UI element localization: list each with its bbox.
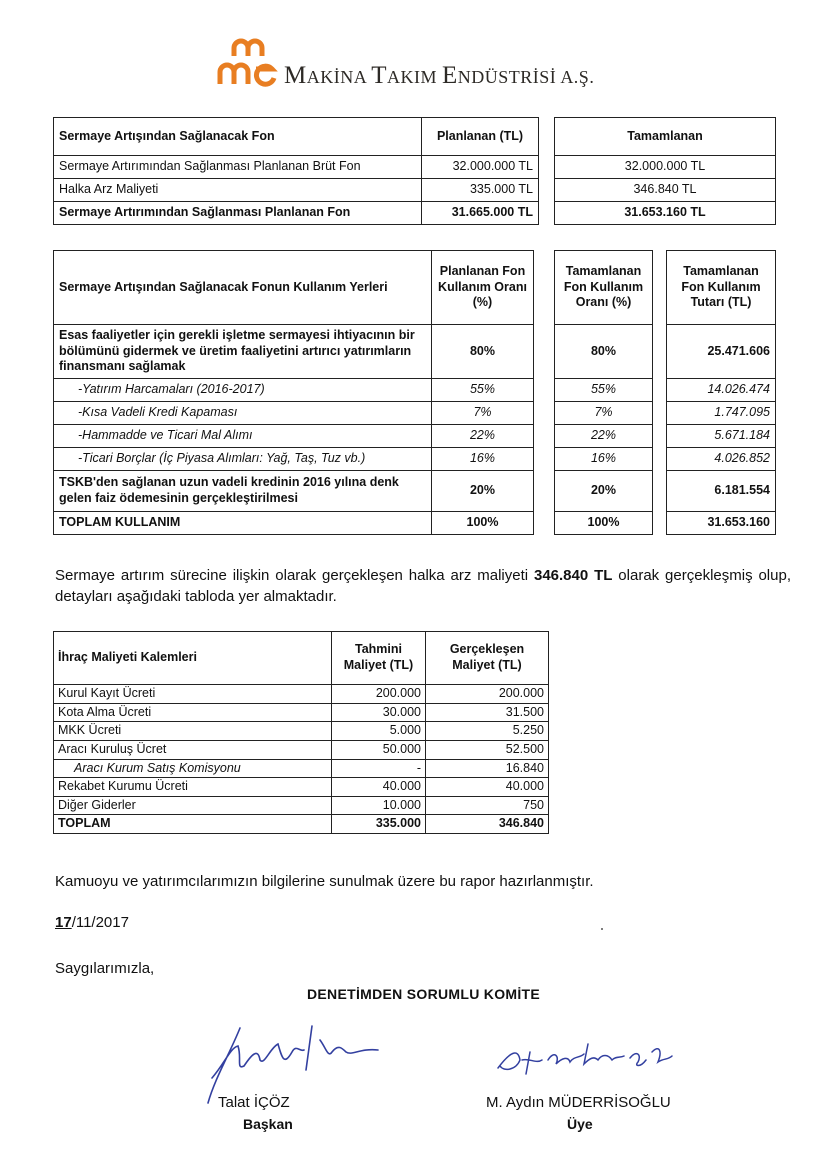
table-cell: 7%: [432, 402, 534, 425]
table-header-cell: İhraç Maliyeti Kalemleri: [54, 632, 332, 685]
table-cell: 6.181.554: [667, 471, 776, 512]
table-cell: 4.026.852: [667, 448, 776, 471]
usage-table: [53, 250, 534, 535]
fund-table-completed: [554, 117, 776, 225]
table-cell: Esas faaliyetler için gerekli işletme sermayesi ihtiyacının bir bölümünü gidermek ve üretim faaliyetini artırıcı yatırımların finansmanı sağlamak: [54, 325, 432, 379]
table-cell: Kurul Kayıt Ücreti: [54, 685, 332, 704]
table-cell: 40.000: [426, 778, 549, 797]
table-cell: 55%: [555, 379, 653, 402]
signer-1-role: Başkan: [243, 1116, 293, 1132]
signature-2: [490, 1030, 690, 1090]
table-cell: 5.250: [426, 722, 549, 741]
table-cell: 346.840 TL: [555, 179, 776, 202]
table-cell: TSKB'den sağlanan uzun vadeli kredinin 2016 yılına denk gelen faiz ödemesinin gerçekleştirilmesi: [54, 471, 432, 512]
page-mark: [601, 928, 603, 930]
table-cell: Kota Alma Ücreti: [54, 703, 332, 722]
table-cell: 335.000 TL: [422, 179, 539, 202]
table-cell: 40.000: [332, 778, 426, 797]
table-cell: 16%: [432, 448, 534, 471]
cost-amount: 346.840 TL: [533, 567, 613, 584]
table-cell: Sermaye Artırımından Sağlanması Planlanan Fon: [54, 202, 422, 225]
table-cell: -Hammadde ve Ticari Mal Alımı: [54, 425, 432, 448]
table-cell: 20%: [432, 471, 534, 512]
table-cell: 31.665.000 TL: [422, 202, 539, 225]
table-cell: Rekabet Kurumu Ücreti: [54, 778, 332, 797]
usage-table-completed-ratio: [554, 250, 653, 535]
table-row: [54, 156, 539, 179]
committee-title: DENETİMDEN SORUMLU KOMİTE: [307, 986, 541, 1002]
table-cell: TOPLAM: [54, 815, 332, 834]
table-cell: MKK Ücreti: [54, 722, 332, 741]
cost-table: [53, 631, 549, 834]
table-cell: 31.653.160: [667, 512, 776, 535]
table-cell: 750: [426, 796, 549, 815]
table-cell: -: [332, 759, 426, 778]
table-cell: 50.000: [332, 740, 426, 759]
table-row: [54, 179, 539, 202]
regards-text: Saygılarımızla,: [55, 960, 155, 977]
table-cell: 10.000: [332, 796, 426, 815]
table-cell: 30.000: [332, 703, 426, 722]
table-header-cell: Sermaye Artışından Sağlanacak Fon: [54, 118, 422, 156]
table-cell: 14.026.474: [667, 379, 776, 402]
cost-paragraph: Sermaye artırım sürecine ilişkin olarak gerçekleşen halka arz maliyeti 346.840 TL olarak gerçekleşmiş olup, detayları aşağıdaki tabloda yer almaktadır.: [55, 567, 791, 605]
table-header-cell: Gerçekleşen Maliyet (TL): [426, 632, 549, 685]
table-cell: -Yatırım Harcamaları (2016-2017): [54, 379, 432, 402]
table-cell: Aracı Kurum Satış Komisyonu: [54, 759, 332, 778]
table-cell: Aracı Kuruluş Ücret: [54, 740, 332, 759]
table-cell: 25.471.606: [667, 325, 776, 379]
table-cell: 55%: [432, 379, 534, 402]
table-cell: 100%: [555, 512, 653, 535]
closing-sentence: Kamuoyu ve yatırımcılarımızın bilgilerine sunulmak üzere bu rapor hazırlanmıştır.: [55, 873, 594, 890]
table-cell: 1.747.095: [667, 402, 776, 425]
table-header-cell: Tamamlanan Fon Kullanım Tutarı (TL): [667, 251, 776, 325]
table-cell: Sermaye Artırımından Sağlanması Planlanan Brüt Fon: [54, 156, 422, 179]
fund-table: [53, 117, 539, 225]
table-cell: 22%: [432, 425, 534, 448]
signer-1-name: Talat İÇÖZ: [218, 1094, 290, 1111]
table-cell: 5.671.184: [667, 425, 776, 448]
table-header-row: [54, 118, 539, 156]
table-cell: 200.000: [426, 685, 549, 704]
signer-2-role: Üye: [567, 1116, 593, 1132]
table-cell: 80%: [432, 325, 534, 379]
table-cell: 16.840: [426, 759, 549, 778]
table-cell: 100%: [432, 512, 534, 535]
table-header-cell: Planlanan (TL): [422, 118, 539, 156]
table-row: [54, 202, 539, 225]
table-cell: 52.500: [426, 740, 549, 759]
table-cell: Diğer Giderler: [54, 796, 332, 815]
table-header-cell: Sermaye Artışından Sağlanacak Fonun Kullanım Yerleri: [54, 251, 432, 325]
table-cell: Halka Arz Maliyeti: [54, 179, 422, 202]
table-cell: TOPLAM KULLANIM: [54, 512, 432, 535]
report-date: 17/11/2017: [55, 914, 129, 931]
table-header-cell: Planlanan Fon Kullanım Oranı (%): [432, 251, 534, 325]
table-cell: -Kısa Vadeli Kredi Kapaması: [54, 402, 432, 425]
table-cell: 22%: [555, 425, 653, 448]
table-cell: 31.500: [426, 703, 549, 722]
table-cell: 16%: [555, 448, 653, 471]
table-cell: 5.000: [332, 722, 426, 741]
company-name: MAKİNA TAKIM ENDÜSTRİSİ A.Ş.: [284, 62, 595, 89]
table-cell: 32.000.000 TL: [422, 156, 539, 179]
table-cell: 346.840: [426, 815, 549, 834]
table-cell: 80%: [555, 325, 653, 379]
table-header-cell: Tahmini Maliyet (TL): [332, 632, 426, 685]
table-cell: 32.000.000 TL: [555, 156, 776, 179]
table-header-cell: Tamamlanan Fon Kullanım Oranı (%): [555, 251, 653, 325]
table-cell: 7%: [555, 402, 653, 425]
company-logo: [212, 32, 280, 92]
table-cell: 20%: [555, 471, 653, 512]
usage-table-completed-amount: [666, 250, 776, 535]
table-cell: 335.000: [332, 815, 426, 834]
table-cell: 200.000: [332, 685, 426, 704]
table-cell: -Ticari Borçlar (İç Piyasa Alımları: Yağ, Taş, Tuz vb.): [54, 448, 432, 471]
table-cell: 31.653.160 TL: [555, 202, 776, 225]
signer-2-name: M. Aydın MÜDERRİSOĞLU: [486, 1094, 671, 1111]
table-header-cell: Tamamlanan: [555, 118, 776, 156]
